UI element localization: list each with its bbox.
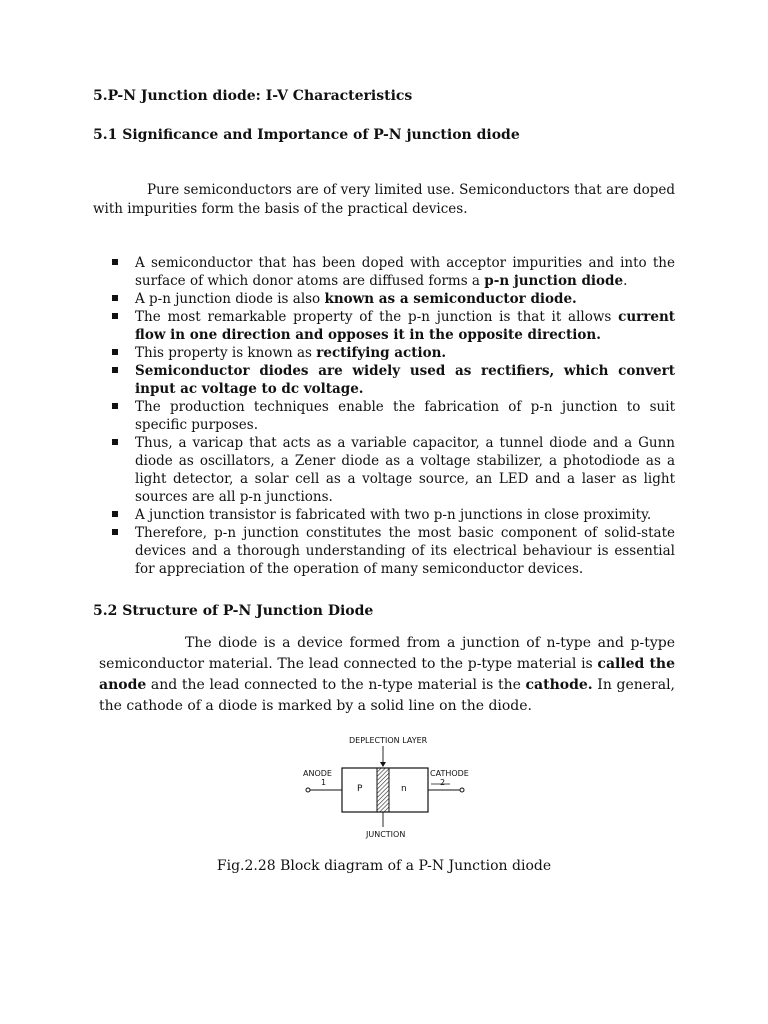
depletion-layer-label: DEPLECTION LAYER <box>349 736 428 745</box>
section-heading-significance: 5.1 Significance and Importance of P-N junction diode <box>93 127 520 143</box>
junction-label: JUNCTION <box>366 830 406 839</box>
bullet-item <box>100 434 675 506</box>
intro-paragraph-text: Pure semiconductors are of very limited use. Semiconductors that are doped with impurities form the basis of the practical devices. <box>93 182 675 217</box>
chapter-heading: 5.P-N Junction diode: I-V Characteristics <box>93 88 413 104</box>
section-heading-structure: 5.2 Structure of P-N Junction Diode <box>93 603 374 619</box>
bullet-bold-text: current flow in one direction and opposes it in the opposite direction. <box>135 309 675 343</box>
figure-caption: Fig.2.28 Block diagram of a P-N Junction diode <box>216 858 552 874</box>
intro-paragraph <box>93 181 675 219</box>
structure-text-2: and the lead connected to the n-type material is the <box>146 677 526 693</box>
bullet-bold-text: known as a semiconductor diode. <box>324 291 577 307</box>
n-region-label: n <box>401 784 407 794</box>
anode-label: ANODE <box>303 769 332 778</box>
bullet-item <box>100 308 675 344</box>
bullet-text: A junction transistor is fabricated with two p-n junctions in close proximity. <box>135 507 652 523</box>
bullet-text: This property is known as <box>135 345 317 361</box>
bullet-item <box>100 398 675 434</box>
bullet-bold-text: rectifying action. <box>316 345 447 361</box>
bullet-bold-text: Semiconductor diodes are widely used as rectifiers, which convert input ac voltage to dc voltage. <box>135 363 675 397</box>
bullet-item <box>100 362 675 398</box>
depletion-arrowhead <box>380 762 386 767</box>
bullet-text: A semiconductor that has been doped with acceptor impurities and into the surface of which donor atoms are diffused forms a <box>135 255 675 289</box>
bullet-item <box>100 344 675 362</box>
cathode-term: cathode. <box>525 677 593 693</box>
bullet-text: Therefore, p-n junction constitutes the most basic component of solid-state devices and a thorough understanding of its electrical behaviour is essential for appreciation of the operation of many semiconductor devices. <box>135 525 675 577</box>
cathode-terminal <box>460 788 464 792</box>
bullet-item <box>100 524 675 578</box>
cathode-pin-number: 2 <box>440 778 446 787</box>
bullet-text: A p-n junction diode is also <box>135 291 325 307</box>
bullet-text: . <box>623 273 628 289</box>
bullet-bold-text: p-n junction diode <box>484 273 624 289</box>
depletion-layer-region <box>377 768 389 812</box>
anode-terminal <box>306 788 310 792</box>
pn-junction-diagram <box>300 730 475 845</box>
anode-pin-number: 1 <box>321 778 327 787</box>
structure-text-1: The diode is a device formed from a junction of n-type and p-type semiconductor material. The lead connected to the p-type material is <box>99 635 675 672</box>
bullet-text: The most remarkable property of the p-n junction is that it allows <box>135 309 619 325</box>
cathode-label: CATHODE <box>430 769 469 778</box>
anode-term: called the anode <box>99 656 675 693</box>
structure-paragraph <box>99 633 675 717</box>
diagram-svg <box>300 730 475 845</box>
bullet-text: Thus, a varicap that acts as a variable capacitor, a tunnel diode and a Gunn diode as oscillators, a Zener diode as a voltage stabilizer, a photodiode as a light detector, a solar cell as a voltage source, an LED and a laser as light sources are all p-n junctions. <box>135 435 675 505</box>
bullet-item <box>100 254 675 290</box>
p-region-label: P <box>357 784 363 794</box>
structure-text-3: In general, the cathode of a diode is marked by a solid line on the diode. <box>99 677 675 714</box>
bullet-item <box>100 290 675 308</box>
bullet-item <box>100 506 675 524</box>
bullet-text: The production techniques enable the fabrication of p-n junction to suit specific purposes. <box>135 399 675 433</box>
bullet-list <box>100 254 675 578</box>
